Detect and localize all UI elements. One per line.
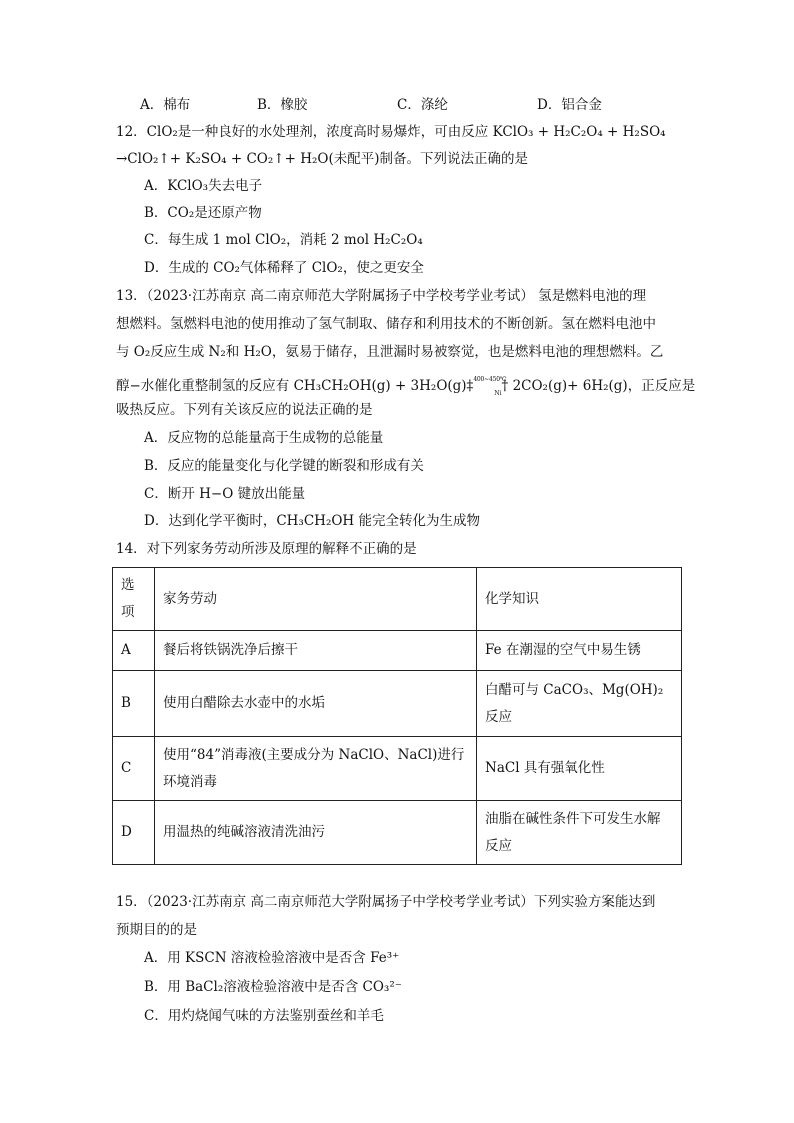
q14-stem: 14．对下列家务劳动所涉及原理的解释不正确的是 — [116, 541, 417, 557]
q12-stem-line2: →ClO₂↑+ K₂SO₄ + CO₂↑+ H₂O(未配平)制备。下列说法正确的是 — [116, 151, 528, 167]
q12-option-c: C．每生成 1 mol ClO₂，消耗 2 mol H₂C₂O₄ — [144, 232, 423, 248]
q13-stem-line4 — [116, 370, 695, 404]
row-a-option: A — [113, 631, 155, 671]
row-c-knowledge: NaCl 具有强氧化性 — [477, 737, 682, 801]
q13-reaction-reactants: 醇−水催化重整制氢的反应有 CH₃CH₂OH(g) + 3H₂O(g)‡ — [116, 378, 474, 394]
q13-stem-line2: 想燃料。氢燃料电池的使用推动了氢气制取、储存和利用技术的不断创新。氢在燃料电池中 — [116, 316, 656, 332]
row-a-knowledge: Fe 在潮湿的空气中易生锈 — [477, 631, 682, 671]
q13-option-b: B．反应的能量变化与化学键的断裂和形成有关 — [144, 458, 424, 474]
q12-option-b: B．CO₂是还原产物 — [144, 205, 262, 221]
q11-option-a: A．棉布 — [140, 97, 191, 113]
table-header-row — [113, 568, 682, 631]
q11-option-d: D．铝合金 — [537, 97, 602, 113]
q13-stem-line3: 与 O₂反应生成 N₂和 H₂O，氨易于储存，且泄漏时易被察觉，也是燃料电池的理想燃料。乙 — [116, 344, 664, 360]
table-row — [113, 737, 682, 801]
q11-options — [140, 95, 662, 115]
row-b-option: B — [113, 671, 155, 737]
row-c-option: C — [113, 737, 155, 801]
q13-option-a: A．反应物的总能量高于生成物的总能量 — [144, 430, 384, 446]
table-row — [113, 631, 682, 671]
q13-reaction-condition-temp: 400~450℃ — [473, 376, 507, 383]
q12-option-d: D．生成的 CO₂气体稀释了 ClO₂，使之更安全 — [144, 260, 424, 276]
q12-option-a: A．KClO₃失去电子 — [144, 178, 263, 194]
row-a-housework: 餐后将铁锅洗净后擦干 — [155, 631, 477, 671]
header-option: 选项 — [113, 568, 155, 631]
row-b-housework: 使用白醋除去水壶中的水垢 — [155, 671, 477, 737]
table-row — [113, 671, 682, 737]
q15-stem-line2: 预期目的的是 — [116, 922, 197, 938]
q13-reaction-condition-catalyst: Ni — [494, 390, 502, 397]
q15-stem-line1: 15．（2023·江苏南京 高二南京师范大学附属扬子中学校考学业考试）下列实验方案能达到 — [116, 894, 656, 910]
q13-option-d: D．达到化学平衡时，CH₃CH₂OH 能完全转化为生成物 — [144, 513, 480, 529]
q15-option-a: A．用 KSCN 溶液检验溶液中是否含 Fe³⁺ — [144, 950, 400, 966]
q11-option-c: C．涤纶 — [397, 97, 448, 113]
q14-table — [112, 567, 682, 865]
row-c-housework: 使用“84”消毒液(主要成分为 NaClO、NaCl)进行环境消毒 — [155, 737, 477, 801]
header-housework: 家务劳动 — [155, 568, 477, 631]
q13-stem-line5: 吸热反应。下列有关该反应的说法正确的是 — [116, 402, 373, 418]
q15-option-c: C．用灼烧闻气味的方法鉴别蚕丝和羊毛 — [144, 1008, 384, 1024]
row-b-knowledge: 白醋可与 CaCO₃、Mg(OH)₂反应 — [477, 671, 682, 737]
q11-option-b: B．橡胶 — [257, 97, 308, 113]
row-d-knowledge: 油脂在碱性条件下可发生水解反应 — [477, 801, 682, 865]
q15-option-b: B．用 BaCl₂溶液检验溶液中是否含 CO₃²⁻ — [144, 979, 402, 995]
row-d-option: D — [113, 801, 155, 865]
q13-reaction-products: † 2CO₂(g)+ 6H₂(g)，正反应是 — [501, 378, 696, 394]
row-d-housework: 用温热的纯碱溶液清洗油污 — [155, 801, 477, 865]
q13-option-c: C．断开 H−O 键放出能量 — [144, 486, 306, 502]
q12-stem-line1: 12．ClO₂是一种良好的水处理剂，浓度高时易爆炸，可由反应 KClO₃ + H₂C₂O₄ + H₂SO₄ — [116, 124, 666, 140]
q13-stem-line1: 13．（2023·江苏南京 高二南京师范大学附属扬子中学校考学业考试） 氢是燃料电池的理 — [116, 288, 647, 304]
header-chem-knowledge: 化学知识 — [477, 568, 682, 631]
table-row — [113, 801, 682, 865]
